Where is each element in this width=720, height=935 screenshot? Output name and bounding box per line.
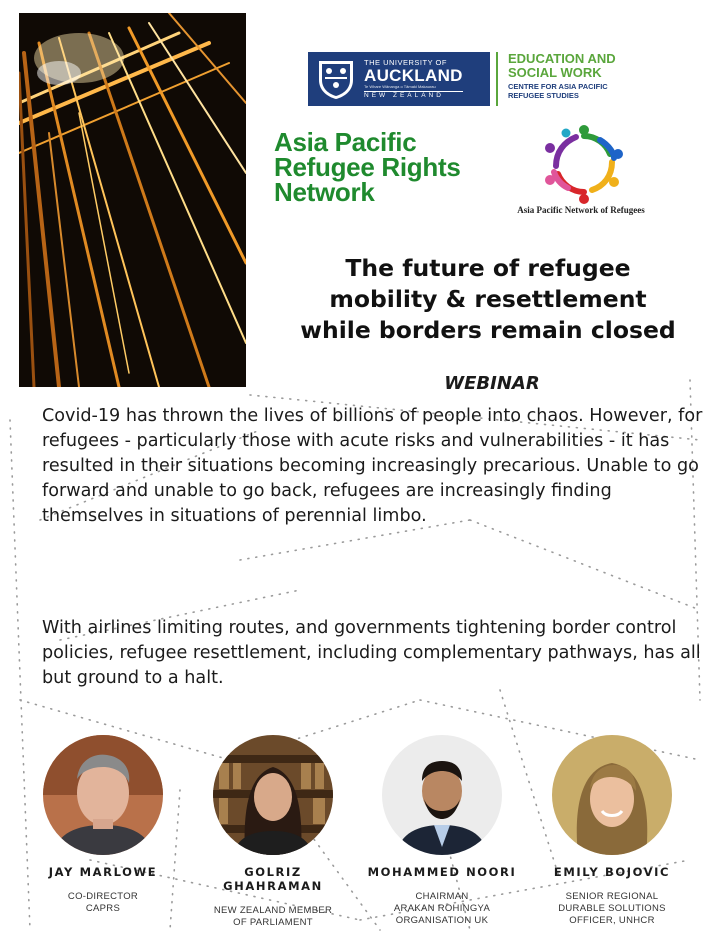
education-line-3: CENTRE FOR ASIA PACIFIC	[508, 82, 608, 91]
auckland-line-3: Te Whare Wānanga o Tāmaki Makaurau	[364, 84, 436, 89]
aprrn-line-2: Refugee Rights	[274, 152, 461, 182]
avatar	[43, 735, 163, 855]
avatar	[382, 735, 502, 855]
intro-paragraph: Covid-19 has thrown the lives of billions of people into chaos. However, for refugees - particularly those with acute risks and vulnerabilities - it has resulted in their situations becoming increasingly precarious. Unable to go forward and unable to go back, refugees are increasingly finding themselves in situations of perennial limbo.	[42, 406, 703, 526]
speaker-card	[362, 735, 522, 927]
speaker-card	[23, 735, 183, 915]
auckland-line-4: NEW ZEALAND	[364, 91, 463, 100]
speaker-role	[193, 905, 353, 929]
speaker-name: MOHAMMED NOORI	[367, 865, 517, 879]
speaker-role-line: NEW ZEALAND MEMBER	[213, 905, 333, 916]
auckland-line-1: THE UNIVERSITY OF	[364, 57, 447, 67]
webinar-label: WEBINAR	[444, 373, 540, 394]
aprrn-logo	[274, 127, 461, 207]
education-line-1: EDUCATION AND	[508, 51, 616, 66]
context-paragraph: With airlines limiting routes, and governments tightening border control policies, refugee resettlement, including complementary pathways, has all but ground to a halt.	[42, 618, 701, 688]
speaker-card	[532, 735, 692, 927]
crest-icon	[316, 58, 356, 100]
title-line-2: mobility & resettlement	[329, 285, 647, 313]
speaker-role-line: CO-DIRECTOR	[67, 891, 139, 902]
aprrn-line-3: Network	[274, 177, 375, 207]
education-social-work-logo	[496, 52, 616, 106]
speaker-role-line: CHAIRMAN	[415, 891, 469, 902]
avatar	[213, 735, 333, 855]
light-trails-photo	[19, 13, 246, 387]
page-title	[268, 253, 708, 346]
avatar	[552, 735, 672, 855]
aprrn-line-1: Asia Pacific	[274, 127, 417, 157]
title-line-3: while borders remain closed	[300, 316, 676, 344]
people-circle-icon	[540, 124, 628, 204]
speaker-role-line: OF PARLIAMENT	[233, 917, 313, 928]
speaker-role-line: OFFICER, UNHCR	[569, 915, 655, 926]
apnor-label: Asia Pacific Network of Refugees	[517, 205, 645, 215]
education-line-2: SOCIAL WORK	[508, 65, 602, 80]
speaker-name: JAY MARLOWE	[48, 865, 158, 879]
speaker-role-line: CAPRS	[85, 903, 121, 914]
speaker-card	[193, 735, 353, 929]
speaker-role-line: DURABLE SOLUTIONS	[558, 903, 666, 914]
auckland-line-2: AUCKLAND	[364, 66, 463, 85]
speaker-role-line: ARAKAN ROHINGYA	[393, 903, 491, 914]
speaker-role	[532, 891, 692, 927]
university-of-auckland-logo	[308, 52, 490, 106]
education-line-4: REFUGEE STUDIES	[508, 91, 579, 100]
speaker-name: EMILY BOJOVIC	[553, 865, 671, 879]
title-line-1: The future of refugee	[345, 254, 631, 282]
speaker-role-line: ORGANISATION UK	[395, 915, 489, 926]
speaker-role	[362, 891, 522, 927]
speaker-role-line: SENIOR REGIONAL	[565, 891, 659, 902]
speaker-name: GOLRIZ GHAHRAMAN	[223, 865, 323, 893]
speaker-role	[23, 891, 183, 915]
